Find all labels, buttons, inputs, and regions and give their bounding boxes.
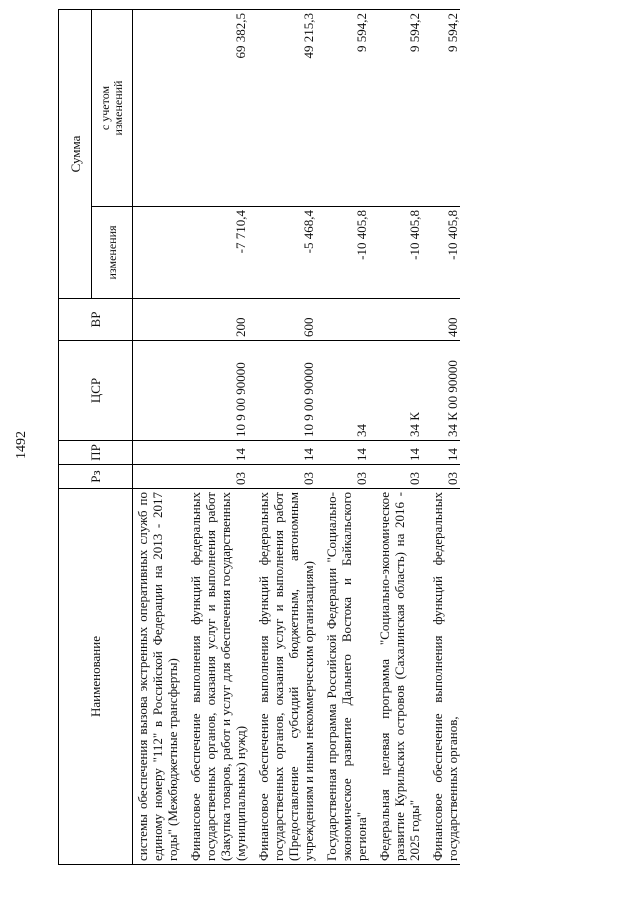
row-rz: 03 bbox=[316, 465, 369, 489]
row-name: Государственная программа Российской Федерации "Социально-экономическое развитие Дальнего Востока и Байкальского региона" bbox=[316, 489, 369, 865]
row-pr bbox=[133, 441, 181, 465]
row-change bbox=[133, 207, 181, 299]
row-change: -10 405,8 bbox=[369, 207, 422, 299]
header-name: Наименование bbox=[59, 489, 133, 865]
row-total: 69 382,5 bbox=[180, 10, 248, 207]
table-row bbox=[133, 10, 181, 865]
table-row bbox=[248, 10, 316, 865]
row-vr: 600 bbox=[248, 299, 316, 341]
row-name: Финансовое обеспечение выполнения функций федеральных государственных органов, оказания услуг и выполнения работ (Закупка товаров, работ и услуг для обеспечения государственных (муниципальных) нужд) bbox=[180, 489, 248, 865]
row-change: -10 405,8 bbox=[316, 207, 369, 299]
budget-table bbox=[58, 9, 460, 865]
table-row bbox=[180, 10, 248, 865]
table-row bbox=[369, 10, 422, 865]
row-total: 49 215,3 bbox=[248, 10, 316, 207]
row-name: Финансовое обеспечение выполнения функций федеральных государственных органов, оказания услуг и выполнения работ (Предоставление субсидий бюджетным, автономным учреждениям и иным некоммерческим организациям) bbox=[248, 489, 316, 865]
row-pr: 14 bbox=[248, 441, 316, 465]
row-csr: 10 9 00 90000 bbox=[248, 341, 316, 441]
row-pr: 14 bbox=[369, 441, 422, 465]
header-vr: ВР bbox=[59, 299, 133, 341]
header-csr: ЦСР bbox=[59, 341, 133, 441]
header-with-change-line2: изменений bbox=[111, 80, 125, 136]
row-total: 9 594,2 bbox=[369, 10, 422, 207]
row-rz: 03 bbox=[248, 465, 316, 489]
header-with-change-line1: с учетом bbox=[98, 85, 112, 131]
header-with-change bbox=[92, 10, 133, 207]
row-vr bbox=[316, 299, 369, 341]
header-change: изменения bbox=[92, 207, 133, 299]
row-csr: 34 К bbox=[369, 341, 422, 441]
row-change: -5 468,4 bbox=[248, 207, 316, 299]
row-name: системы обеспечения вызова экстренных оперативных служб по единому номеру "112" в Российской Федерации на 2013 - 2017 годы" (Межбюджетные трансферты) bbox=[133, 489, 181, 865]
header-pr: ПР bbox=[59, 441, 133, 465]
row-vr: 400 bbox=[422, 299, 460, 341]
row-total: 9 594,2 bbox=[316, 10, 369, 207]
row-vr bbox=[133, 299, 181, 341]
row-csr: 34 bbox=[316, 341, 369, 441]
row-name: Федеральная целевая программа "Социально-экономическое развитие Курильских островов (Сахалинская область) на 2016 - 2025 годы" bbox=[369, 489, 422, 865]
row-name: Финансовое обеспечение выполнения функций федеральных государственных органов, bbox=[422, 489, 460, 865]
row-pr: 14 bbox=[316, 441, 369, 465]
row-change: -7 710,4 bbox=[180, 207, 248, 299]
row-rz: 03 bbox=[180, 465, 248, 489]
page-number: 1492 bbox=[14, 431, 29, 459]
table-row bbox=[422, 10, 460, 865]
row-csr: 34 К 00 90000 bbox=[422, 341, 460, 441]
row-vr: 200 bbox=[180, 299, 248, 341]
header-rz: Рз bbox=[59, 465, 133, 489]
row-total: 9 594,2 bbox=[422, 10, 460, 207]
row-change: -10 405,8 bbox=[422, 207, 460, 299]
row-csr bbox=[133, 341, 181, 441]
header-sum: Сумма bbox=[59, 10, 92, 299]
table-row bbox=[316, 10, 369, 865]
row-rz: 03 bbox=[369, 465, 422, 489]
row-total bbox=[133, 10, 181, 207]
row-vr bbox=[369, 299, 422, 341]
row-pr: 14 bbox=[180, 441, 248, 465]
row-pr: 14 bbox=[422, 441, 460, 465]
row-rz: 03 bbox=[422, 465, 460, 489]
row-rz bbox=[133, 465, 181, 489]
row-csr: 10 9 00 90000 bbox=[180, 341, 248, 441]
